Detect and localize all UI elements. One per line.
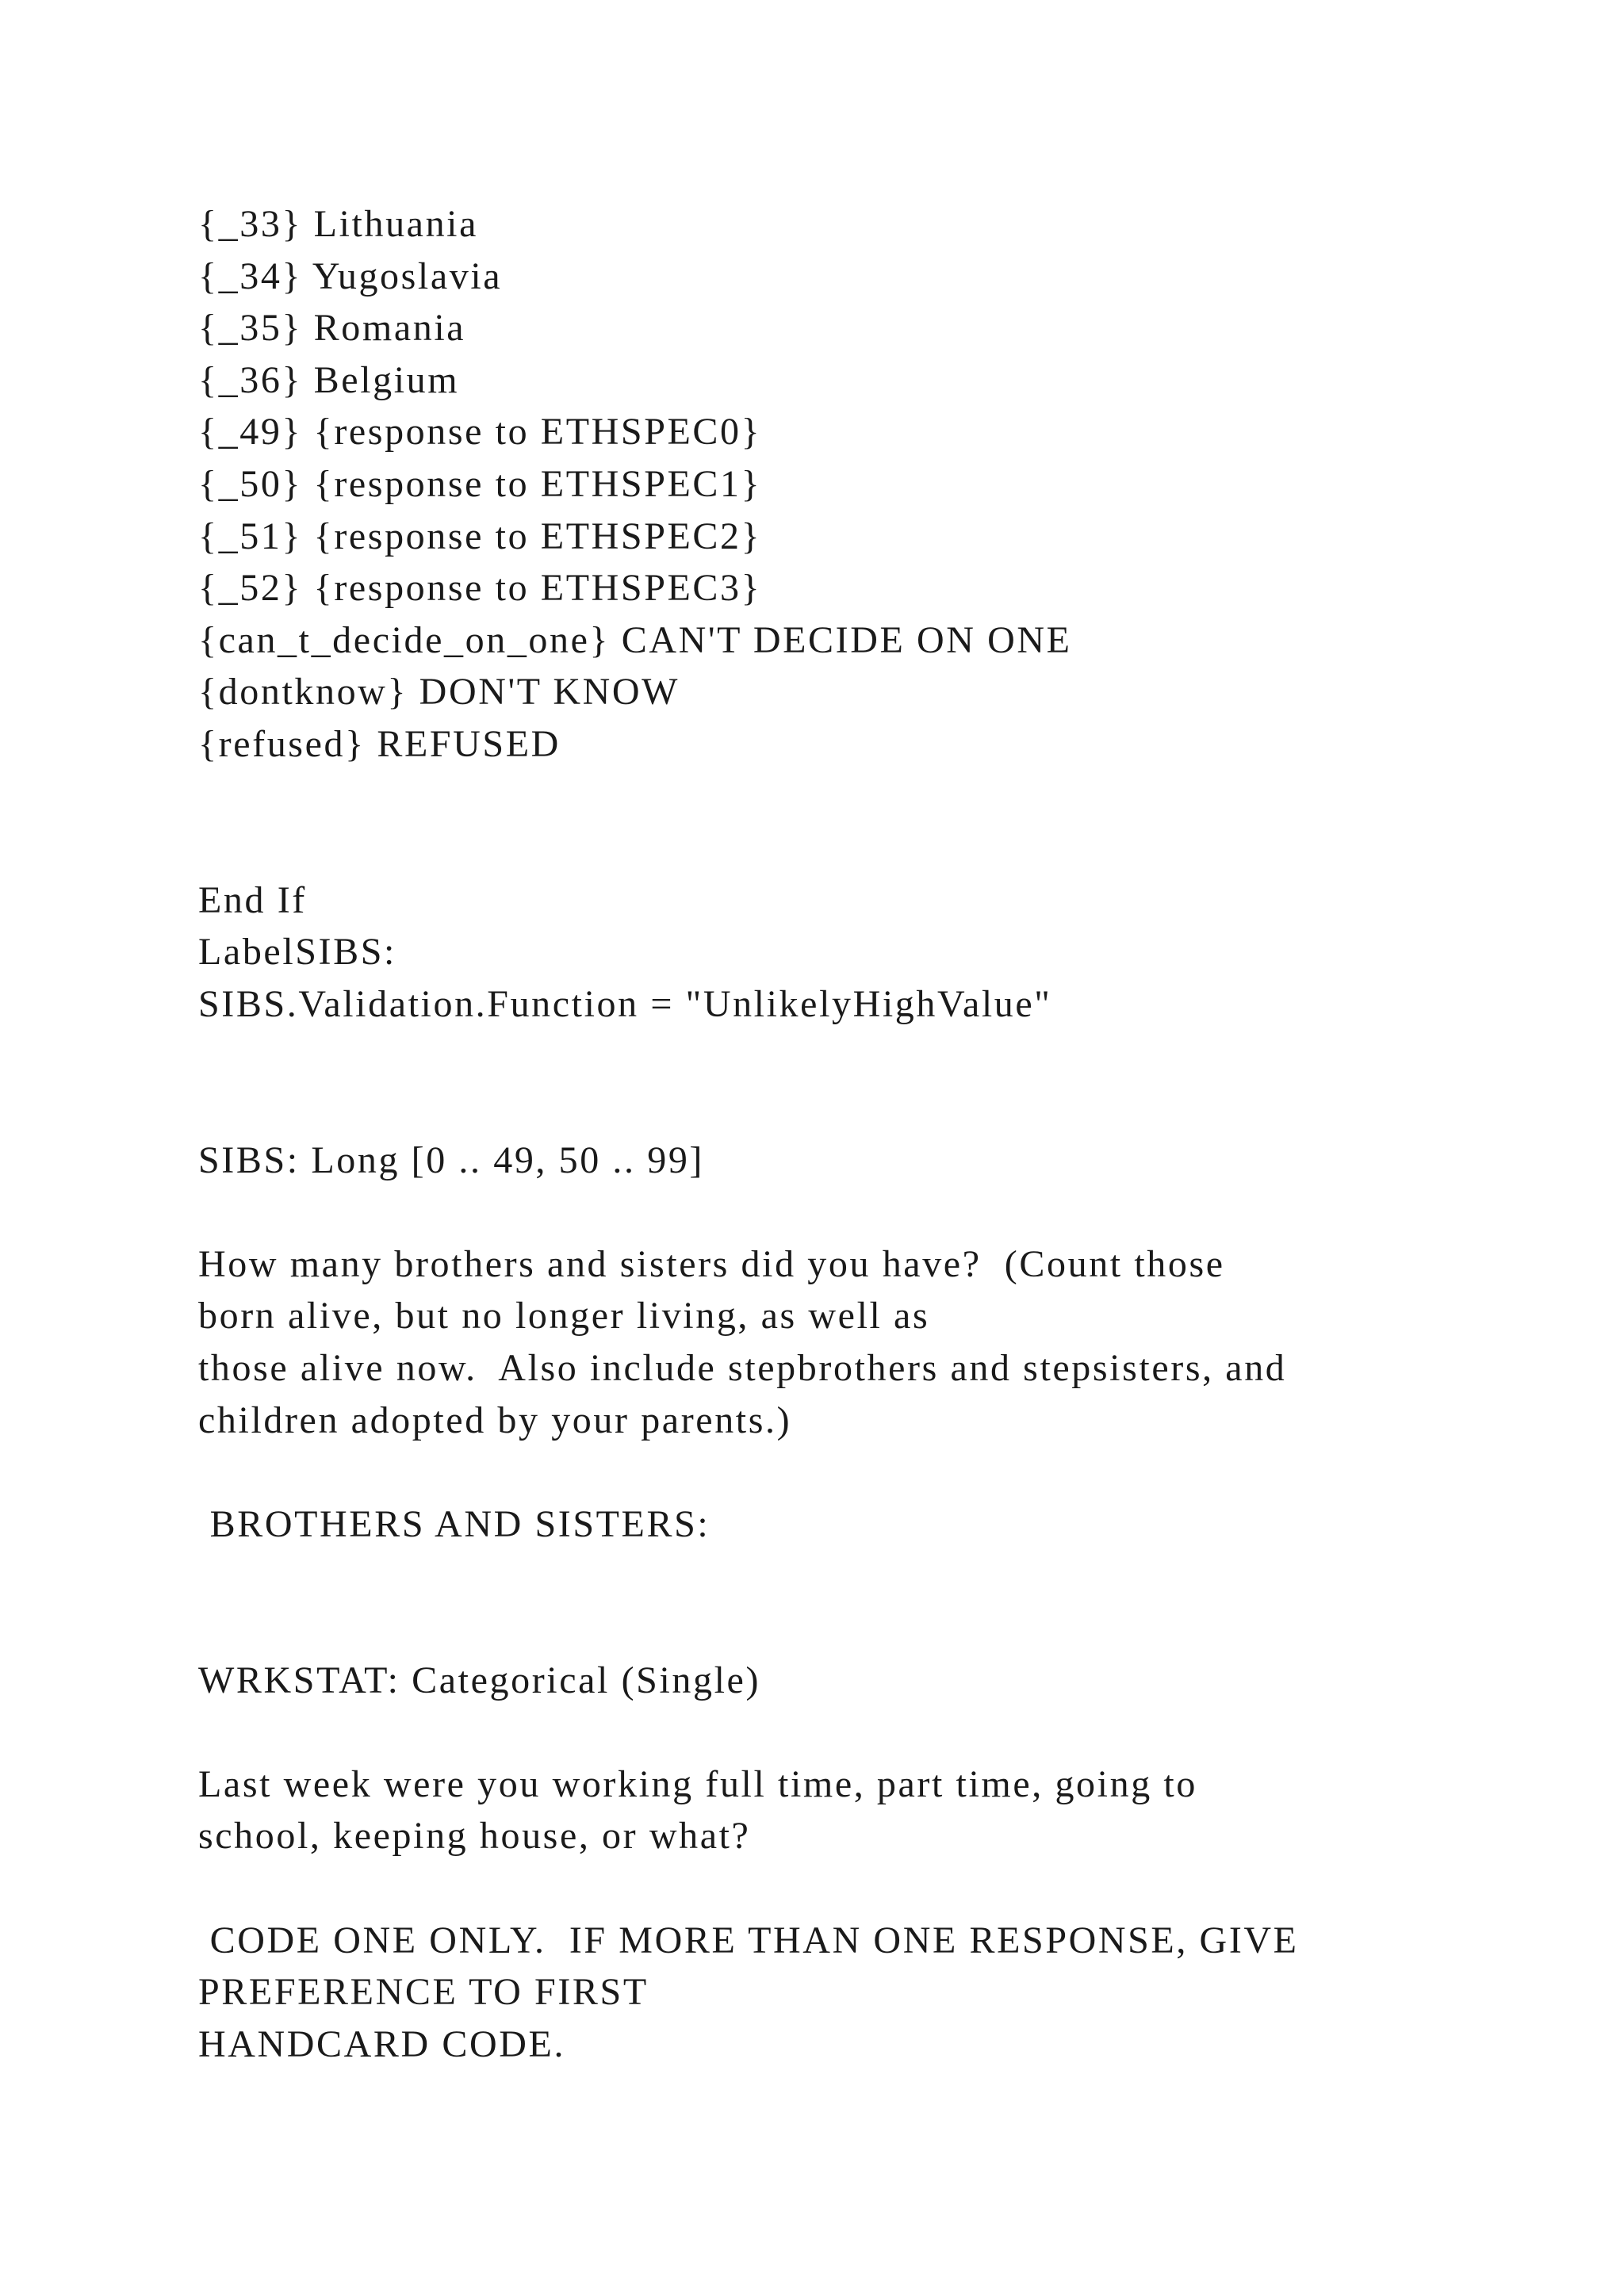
blank-line — [198, 1031, 1467, 1083]
question-line: born alive, but no longer living, as well as — [198, 1295, 930, 1337]
label-sibs: LabelSIBS: — [198, 931, 396, 974]
end-if-statement: End If — [198, 878, 307, 921]
question-line: school, keeping house, or what? — [198, 1815, 751, 1858]
code-item: {_50} {response to ETHSPEC1} — [198, 462, 762, 505]
blank-line — [198, 1862, 1467, 1915]
sibs-definition: SIBS: Long [0 .. 49, 50 .. 99] — [198, 1138, 705, 1181]
document-body — [198, 198, 1467, 2070]
blank-line — [198, 1186, 1467, 1238]
question-line: How many brothers and sisters did you have? (Count those — [198, 1242, 1225, 1285]
instruction-line: PREFERENCE TO FIRST — [198, 1971, 649, 2014]
blank-line — [198, 1550, 1467, 1602]
code-item: {_36} Belgium — [198, 358, 460, 401]
blank-line — [198, 822, 1467, 874]
code-list — [198, 198, 1467, 771]
wrkstat-question — [198, 1758, 1467, 1862]
blank-line — [198, 1082, 1467, 1135]
question-line: those alive now. Also include stepbrothers and stepsisters, and — [198, 1347, 1287, 1390]
sibs-instruction: BROTHERS AND SISTERS: — [198, 1502, 710, 1545]
code-item: {refused} REFUSED — [198, 722, 561, 765]
code-item: {_51} {response to ETHSPEC2} — [198, 515, 762, 557]
code-item: {dontknow} DON'T KNOW — [198, 671, 680, 714]
code-item: {_34} Yugoslavia — [198, 254, 503, 297]
code-item: {_52} {response to ETHSPEC3} — [198, 567, 762, 610]
code-item: {can_t_decide_on_one} CAN'T DECIDE ON ONE — [198, 618, 1072, 661]
code-item: {_49} {response to ETHSPEC0} — [198, 411, 762, 453]
blank-line — [198, 771, 1467, 823]
wrkstat-instruction — [198, 1915, 1467, 2071]
code-item: {_33} Lithuania — [198, 203, 479, 245]
blank-line — [198, 1706, 1467, 1758]
instruction-line: HANDCARD CODE. — [198, 2022, 566, 2065]
blank-line — [198, 1446, 1467, 1498]
sibs-validation: SIBS.Validation.Function = "UnlikelyHighValue" — [198, 982, 1052, 1025]
question-line: children adopted by your parents.) — [198, 1399, 792, 1441]
instruction-line: CODE ONE ONLY. IF MORE THAN ONE RESPONSE, GIVE — [198, 1919, 1299, 1961]
wrkstat-definition: WRKSTAT: Categorical (Single) — [198, 1659, 761, 1701]
question-line: Last week were you working full time, part time, going to — [198, 1762, 1197, 1805]
sibs-question — [198, 1238, 1467, 1446]
code-item: {_35} Romania — [198, 307, 466, 350]
blank-line — [198, 1602, 1467, 1655]
